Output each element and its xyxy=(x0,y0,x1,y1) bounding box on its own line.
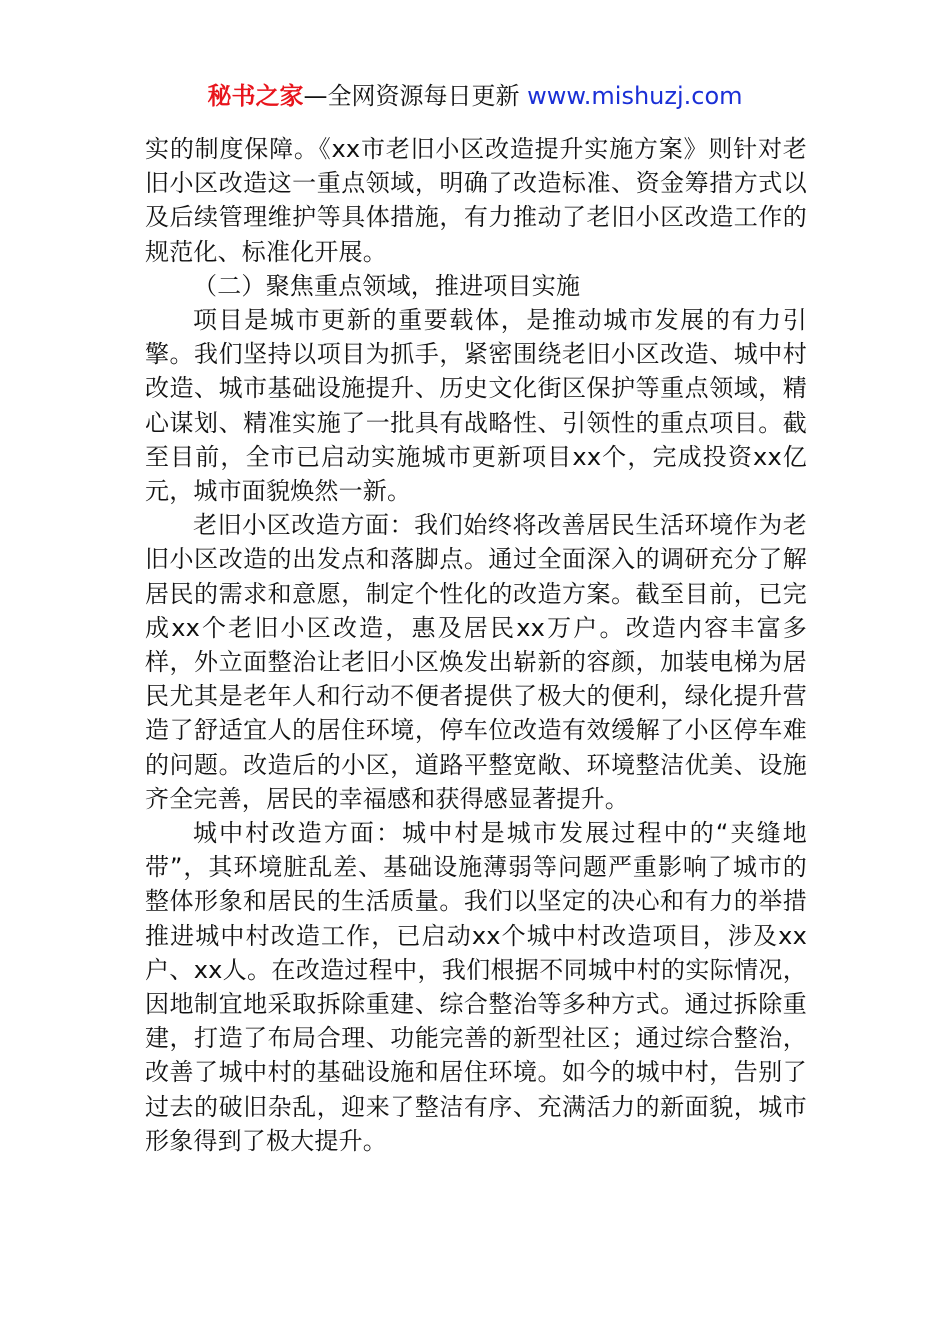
section-subheading: （二）聚焦重点领域，推进项目实施 xyxy=(193,271,581,300)
paragraph-old-communities: 老旧小区改造方面：我们始终将改善居民生活环境作为老旧小区改造的出发点和落脚点。通过全面深入的调研充分了解居民的需求和意愿，制定个性化的改造方案。截至目前，已完成xx个老旧小区改造，惠及居民xx万户。改造内容丰富多样，外立面整治让老旧小区焕发出崭新的容颜，加装电梯为居民尤其是老年人和行动不便者提供了极大的便利，绿化提升营造了舒适宜人的居住环境，停车位改造有效缓解了小区停车难的问题。改造后的小区，道路平整宽敞、环境整洁优美、设施齐全完善，居民的幸福感和获得感显著提升。 xyxy=(145,511,807,813)
paragraph-projects: 项目是城市更新的重要载体，是推动城市发展的有力引擎。我们坚持以项目为抓手，紧密围绕老旧小区改造、城中村改造、城市基础设施提升、历史文化街区保护等重点领域，精心谋划、精准实施了一批具有战略性、引领性的重点项目。截至目前，全市已启动实施城市更新项目xx个，完成投资xx亿元，城市面貌焕然一新。 xyxy=(145,306,807,506)
document-body xyxy=(145,132,807,1158)
paragraph-continuation: 实的制度保障。《xx市老旧小区改造提升实施方案》则针对老旧小区改造这一重点领域，明确了改造标准、资金筹措方式以及后续管理维护等具体措施，有力推动了老旧小区改造工作的规范化、标准化开展。 xyxy=(145,135,807,266)
site-url-link[interactable]: www.mishuzj.com xyxy=(527,82,743,110)
paragraph-urban-villages: 城中村改造方面：城中村是城市发展过程中的“夹缝地带”，其环境脏乱差、基础设施薄弱等问题严重影响了城市的整体形象和居民的生活质量。我们以坚定的决心和有力的举措推进城中村改造工作，已启动xx个城中村改造项目，涉及xx户、xx人。在改造过程中，我们根据不同城中村的实际情况，因地制宜地采取拆除重建、综合整治等多种方式。通过拆除重建，打造了布局合理、功能完善的新型社区；通过综合整治，改善了城中村的基础设施和居住环境。如今的城中村，告别了过去的破旧杂乱，迎来了整洁有序、充满活力的新面貌，城市形象得到了极大提升。 xyxy=(145,819,807,1155)
site-header xyxy=(0,80,950,112)
header-tagline: —全网资源每日更新 xyxy=(303,82,528,110)
brand-name: 秘书之家 xyxy=(207,82,304,110)
